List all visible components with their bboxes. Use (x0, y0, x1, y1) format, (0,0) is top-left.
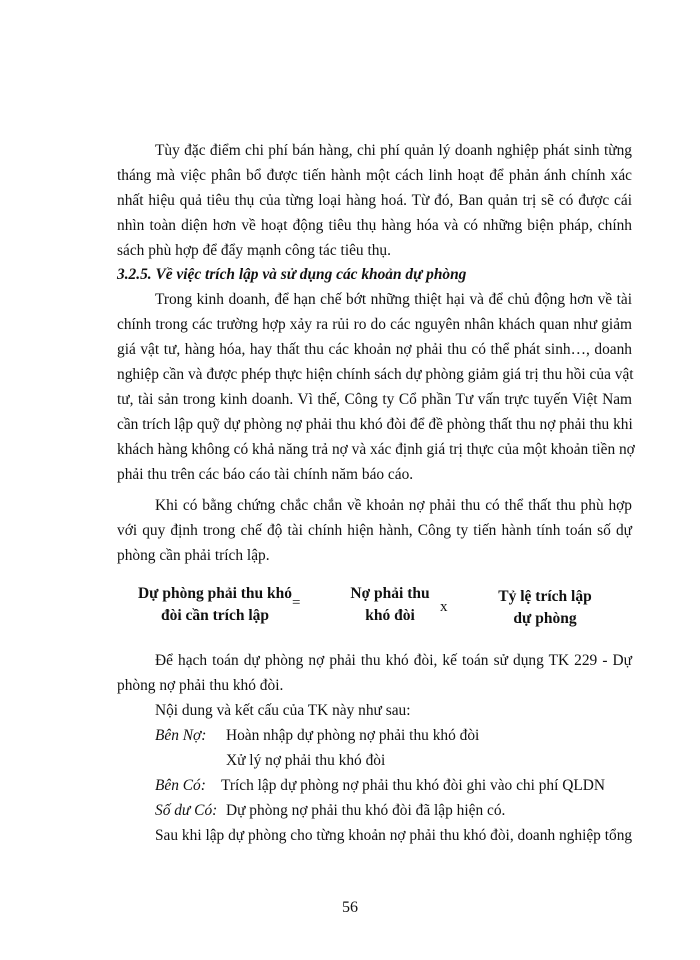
paragraph5: Nội dung và kết cấu của TK này như sau: (155, 702, 411, 719)
paragraph4-line1: Để hạch toán dự phòng nợ phải thu khó đòi, kế toán sử dụng TK 229 - Dự (155, 652, 632, 669)
ben-no-label: Bên Nợ: (155, 727, 207, 744)
formula-equals: = (292, 595, 301, 611)
paragraph4-line2: phòng nợ phải thu khó đòi. (117, 677, 284, 694)
ben-co-text: Trích lập dự phòng nợ phải thu khó đòi ghi vào chi phí QLDN (221, 777, 605, 794)
section-heading: 3.2.5. Về việc trích lập và sử dụng các khoản dự phòng (117, 266, 467, 283)
formula-term2-line1: Nợ phải thu (350, 585, 430, 602)
paragraph2-line2: chính trong các trường hợp xảy ra rủi ro do các nguyên nhân khách quan như giảm (117, 316, 632, 333)
paragraph1-line2: tháng mà việc phân bổ được tiến hành một cách linh hoạt để phản ánh chính xác (117, 167, 632, 184)
paragraph6: Sau khi lập dự phòng cho từng khoản nợ phải thu khó đòi, doanh nghiệp tổng (155, 827, 633, 844)
paragraph1-line3: nhất hiệu quả tiêu thụ của từng loại hàng hoá. Từ đó, Ban quản trị sẽ có được cái (117, 192, 632, 209)
paragraph3-line1: Khi có bằng chứng chắc chắn về khoản nợ phải thu có thể thất thu phù hợp (155, 497, 632, 514)
formula-term3-line2: dự phòng (513, 610, 577, 627)
paragraph2-line7: khách hàng không có khả năng trả nợ và xác định giá trị thực của một khoản tiền nợ (117, 441, 635, 458)
ben-co-label: Bên Có: (155, 777, 206, 794)
formula-term1-line2: đòi cần trích lập (160, 607, 270, 624)
ben-no-line2: Xử lý nợ phải thu khó đòi (226, 752, 386, 769)
paragraph2-line4: nghiệp cần và được phép thực hiện chính sách dự phòng giảm giá trị thu hồi của vật (117, 366, 634, 383)
paragraph2-line3: giá vật tư, hàng hóa, hay thất thu các khoản nợ phải thu có thể phát sinh…, doanh (117, 341, 632, 358)
page-number: 56 (342, 899, 358, 916)
so-du-co-label: Số dư Có: (155, 802, 218, 819)
paragraph2-line5: tư, tài sản trong kinh doanh. Vì thế, Công ty Cổ phần Tư vấn trực tuyến Việt Nam (117, 391, 632, 408)
paragraph1-line1: Tùy đặc điểm chi phí bán hàng, chi phí quản lý doanh nghiệp phát sinh từng (155, 142, 632, 159)
paragraph3-line3: phòng cần phải trích lập. (117, 547, 270, 564)
paragraph1-line5: sách phù hợp để đẩy mạnh công tác tiêu thụ. (117, 242, 391, 259)
paragraph3-line2: với quy định trong chế độ tài chính hiện hành, Công ty tiến hành tính toán số dự (117, 522, 632, 539)
paragraph2-line8: phải thu trên các báo cáo tài chính năm báo cáo. (117, 466, 414, 483)
paragraph2-line1: Trong kinh doanh, để hạn chế bớt những thiệt hại và để chủ động hơn về tài (155, 291, 632, 308)
formula-term2 (335, 583, 445, 627)
paragraph1-line4: nhìn toàn diện hơn về hoạt động tiêu thụ hàng hóa và có những biện pháp, chính (117, 217, 632, 234)
formula-times: x (440, 599, 448, 615)
paragraph2-line6: cần trích lập quỹ dự phòng nợ phải thu khó đòi để đề phòng thất thu nợ phải thu khi (117, 416, 633, 433)
so-du-co-text: Dự phòng nợ phải thu khó đòi đã lập hiện có. (226, 802, 506, 819)
formula-term1 (120, 583, 310, 627)
formula-term2-line2: khó đòi (365, 607, 415, 624)
ben-no-line1: Hoàn nhập dự phòng nợ phải thu khó đòi (226, 727, 480, 744)
formula-term3 (470, 586, 620, 630)
formula-term1-line1: Dự phòng phải thu khó (137, 585, 293, 602)
formula-term3-line1: Tỷ lệ trích lập (498, 588, 592, 605)
